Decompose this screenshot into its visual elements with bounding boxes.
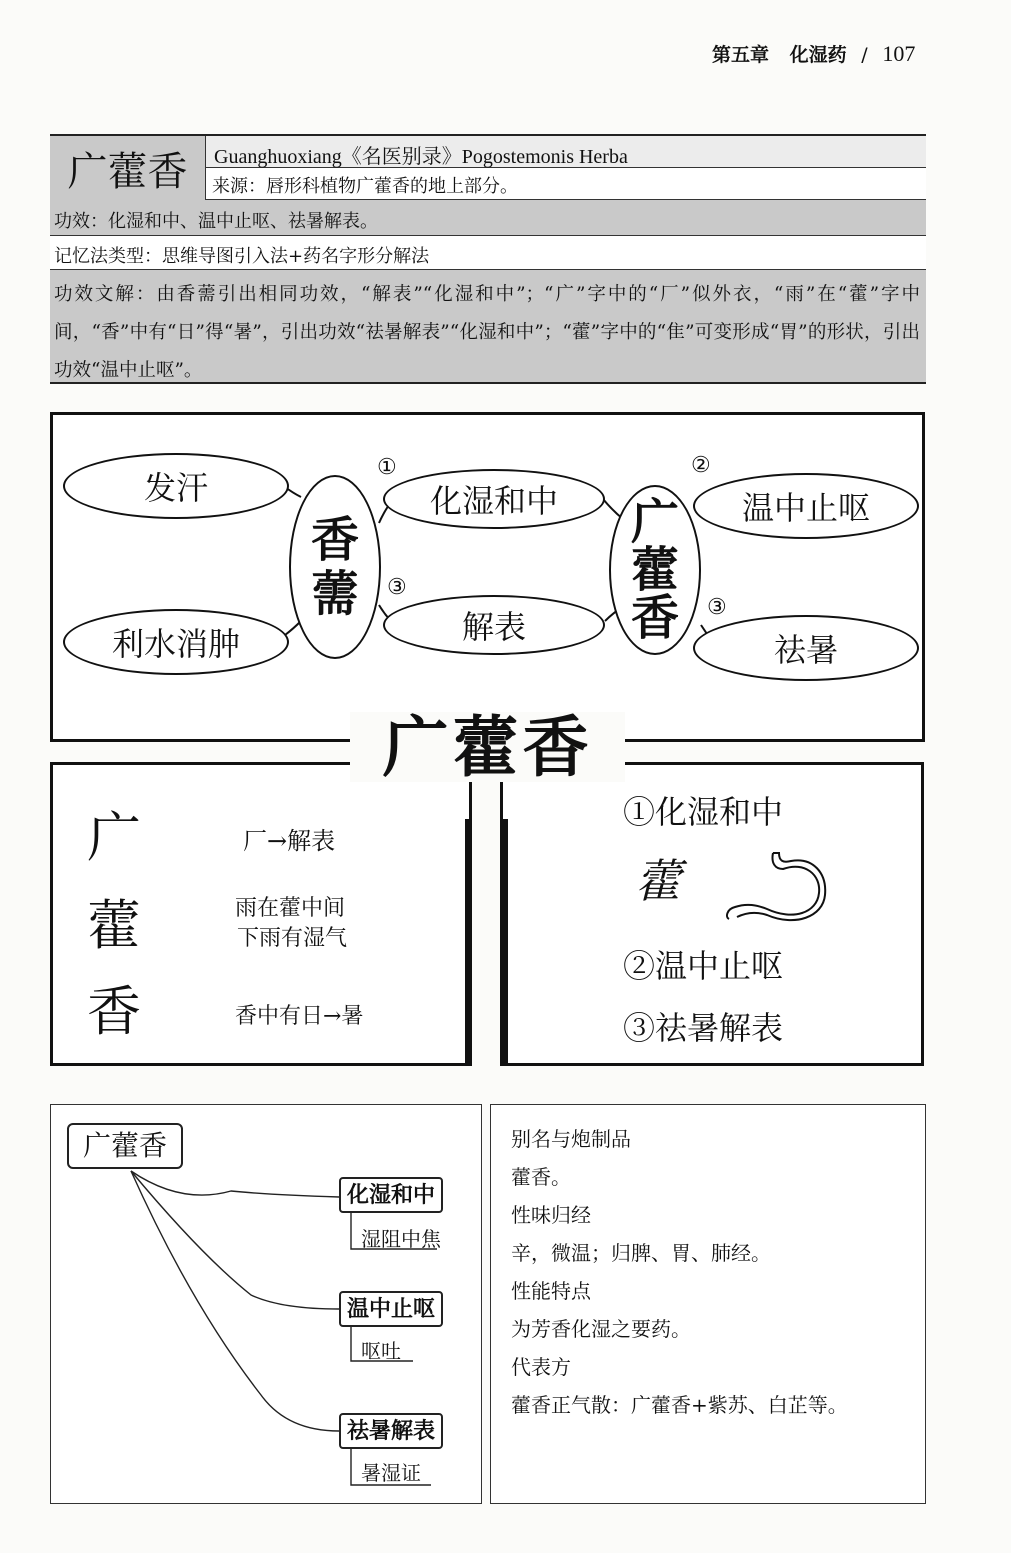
marker-3-left: ③ <box>387 575 407 600</box>
tree-sub-1: 湿阻中焦 <box>361 1227 441 1251</box>
latin-name: Guanghuoxiang《名医别录》Pogostemonis Herba <box>214 146 628 168</box>
efficacy-text: 功效：化湿和中、温中止呕、祛暑解表。 <box>54 211 378 232</box>
info-table <box>50 134 926 384</box>
latin-row <box>206 136 926 168</box>
note-guang: 厂→解表 <box>243 827 336 855</box>
divider-bar-right <box>503 819 508 1065</box>
features-heading: 性能特点 <box>511 1279 591 1303</box>
center-xiangru-char: 香 <box>310 512 359 568</box>
node-huashi-hezhong: 化湿和中 <box>383 469 605 529</box>
alias-text: 藿香。 <box>511 1165 571 1189</box>
side-info-panel <box>490 1104 926 1504</box>
tree-branch-3: 祛暑解表 <box>339 1413 443 1449</box>
marker-1: ① <box>377 455 397 480</box>
node-lishui-xiaozhong: 利水消肿 <box>63 609 289 675</box>
marker-3-right: ③ <box>707 595 727 620</box>
decomp-title: 广藿香 <box>350 712 625 782</box>
effects-box <box>500 762 924 1066</box>
stomach-sketch <box>721 847 831 923</box>
tree-sub-3: 暑湿证 <box>361 1461 421 1485</box>
source-text: 来源：唇形科植物广藿香的地上部分。 <box>212 176 518 197</box>
center-xiangru-char: 薷 <box>310 566 359 622</box>
efficacy-row <box>50 200 926 236</box>
char-decomp-box <box>50 762 472 1066</box>
note-xiang: 香中有日→暑 <box>235 1004 364 1029</box>
decomp-char-xiang: 香 <box>87 980 141 1043</box>
decomp-char-guang: 广 <box>87 806 141 869</box>
mindmap-box <box>50 412 925 742</box>
section-label: 化湿药 <box>789 44 847 66</box>
center-guanghuoxiang <box>609 485 701 655</box>
herb-name: 广藿香 <box>50 136 206 200</box>
tree-branch-1: 化湿和中 <box>339 1177 443 1213</box>
separator: / <box>861 44 868 66</box>
nature-text: 辛，微温；归脾、胃、肺经。 <box>511 1241 771 1265</box>
alias-heading: 别名与炮制品 <box>511 1127 631 1151</box>
node-wenzhong-zhiou: 温中止呕 <box>693 473 919 539</box>
explanation-text: 功效文解：由香薷引出相同功效，“解表”“化湿和中”；“广”字中的“厂”似外衣，“雨”在“藿”字中间，“香”中有“日”得“暑”，引出功效“祛暑解表”“化湿和中”；“藿”字中的“隹”可变形成“胃”的形状，引出功效“温中止呕”。 <box>54 284 920 381</box>
tree-branch-2: 温中止呕 <box>339 1291 443 1327</box>
chapter-label: 第五章 <box>712 44 770 66</box>
memory-row <box>50 236 926 270</box>
running-head <box>712 40 932 67</box>
marker-2: ② <box>691 453 711 478</box>
tree-panel <box>50 1104 482 1504</box>
decomp-char-huo: 藿 <box>87 894 141 957</box>
node-qushu: 祛暑 <box>693 615 919 681</box>
node-fahan: 发汗 <box>63 453 289 519</box>
center-guanghuoxiang-char: 香 <box>630 590 679 646</box>
node-jiebiao: 解表 <box>383 595 605 655</box>
source-row <box>206 168 926 200</box>
center-xiangru <box>289 475 381 659</box>
center-guanghuoxiang-char: 藿 <box>630 542 679 598</box>
tree-root: 广藿香 <box>67 1123 183 1169</box>
sketch-char-huo: 藿 <box>635 854 681 908</box>
formula-text: 藿香正气散：广藿香+紫苏、白芷等。 <box>511 1393 848 1417</box>
tree-sub-2: 呕吐 <box>361 1339 401 1363</box>
note-huo-2: 下雨有湿气 <box>237 926 348 951</box>
effect-1: ①化湿和中 <box>623 793 784 831</box>
explanation-row <box>50 270 926 382</box>
page-number: 107 <box>882 41 916 66</box>
center-guanghuoxiang-char: 广 <box>630 494 679 550</box>
nature-heading: 性味归经 <box>511 1203 591 1227</box>
effect-3: ③祛暑解表 <box>623 1009 784 1047</box>
formula-heading: 代表方 <box>511 1355 571 1379</box>
memory-type-text: 记忆法类型：思维导图引入法+药名字形分解法 <box>54 246 430 267</box>
features-text: 为芳香化湿之要药。 <box>511 1317 691 1341</box>
divider-bar-left <box>465 819 470 1065</box>
effect-2: ②温中止呕 <box>623 947 784 985</box>
note-huo-1: 雨在藿中间 <box>235 896 346 921</box>
